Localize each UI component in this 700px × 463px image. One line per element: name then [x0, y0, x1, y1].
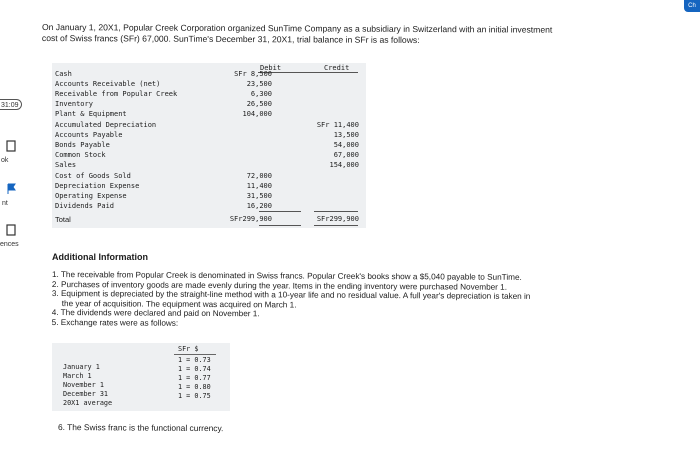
intro-line-1: On January 1, 20X1, Popular Creek Corporation organized SunTime Company as a subsidiary in Switzerland with an initial investment: [41, 22, 553, 35]
debit-double-rule: [259, 225, 301, 226]
table-row: Plant & Equipment 104,000: [55, 110, 272, 118]
problem-intro: [42, 22, 642, 46]
credit-double-rule: [314, 225, 358, 226]
rate-label: March 1: [63, 372, 92, 380]
table-row: Cash SFr 8,500: [55, 70, 272, 78]
table-row: Receivable from Popular Creek 6,300: [55, 90, 272, 98]
rate-label: 20X1 average: [63, 399, 113, 407]
table-row: Inventory 26,500: [55, 100, 272, 108]
credit-total-rule: [314, 211, 358, 212]
rate-value: 1 = 0.77: [178, 374, 211, 382]
table-row: Common Stock 67,000: [55, 151, 359, 159]
table-row: Accumulated Depreciation SFr 11,400: [55, 121, 359, 129]
rate-value: 1 = 0.75: [178, 392, 211, 400]
flag-icon[interactable]: [6, 183, 16, 195]
table-row: Dividends Paid 16,200: [55, 202, 272, 210]
rate-label: December 31: [63, 390, 109, 398]
total-row: [55, 215, 359, 225]
debit-header: Debit: [260, 64, 282, 72]
table-row: Accounts Payable 13,500: [55, 131, 359, 139]
additional-info-title: Additional Information: [52, 252, 148, 262]
timer-badge: 31:09: [0, 99, 22, 110]
info-item-1: 1. The receivable from Popular Creek is denominated in Swiss francs. Popular Creek's books show a $5,040 payable to SunTime.: [51, 270, 522, 282]
table-row: Accounts Receivable (net) 23,500: [55, 80, 272, 88]
table-row: Operating Expense 31,500: [55, 192, 272, 200]
rate-value: 1 = 0.80: [178, 383, 211, 391]
sidebar-label-nt[interactable]: nt: [2, 200, 8, 207]
table-row: Depreciation Expense 11,400: [55, 182, 272, 190]
table-row: Cost of Goods Sold 72,000: [55, 172, 272, 180]
info-item-6: 6. The Swiss franc is the functional currency.: [57, 422, 224, 434]
debit-total-rule: [259, 211, 301, 212]
rate-label: November 1: [63, 381, 104, 389]
additional-info-list: [52, 270, 622, 330]
info-item-5: 5. Exchange rates were as follows:: [51, 317, 179, 328]
total-label: Total: [55, 215, 71, 224]
table-row: Sales 154,000: [55, 161, 359, 169]
total-credit: SFr299,900: [316, 215, 359, 223]
credit-header: Credit: [324, 64, 350, 72]
rate-label: January 1: [63, 363, 100, 371]
table-row: Bonds Payable 54,000: [55, 141, 359, 149]
bookmark-icon[interactable]: [6, 140, 16, 152]
sidebar-label-ok[interactable]: ok: [1, 157, 9, 164]
trial-balance-table: [52, 63, 366, 228]
sidebar-label-ences[interactable]: ences: [0, 241, 19, 248]
info-item-3-cont: the year of acquisition. The equipment was acquired on March 1.: [61, 298, 297, 309]
intro-line-2: cost of Swiss francs (SFr) 67,000. SunTime's December 31, 20X1, trial balance in SFr is as follows:: [41, 32, 420, 45]
rates-header: SFr $: [178, 345, 199, 353]
total-debit: SFr299,900: [229, 215, 272, 223]
left-sidebar: [0, 0, 22, 463]
corner-badge[interactable]: Ch: [684, 0, 700, 12]
info-item-3: 3. Equipment is depreciated by the straight-line method with a 10-year life and no residual value. A full year's depreciation is taken in: [51, 288, 531, 301]
rate-value: 1 = 0.74: [178, 365, 211, 373]
info-item-2: 2. Purchases of inventory goods are made evenly during the year. Items in the ending inventory were purchased November 1.: [51, 279, 508, 292]
rates-header-rule: [174, 354, 216, 355]
rate-value: 1 = 0.73: [178, 356, 211, 364]
exchange-rate-table: [52, 343, 230, 411]
info-item-4: 4. The dividends were declared and paid on November 1.: [51, 307, 260, 319]
reference-icon[interactable]: [6, 224, 16, 236]
